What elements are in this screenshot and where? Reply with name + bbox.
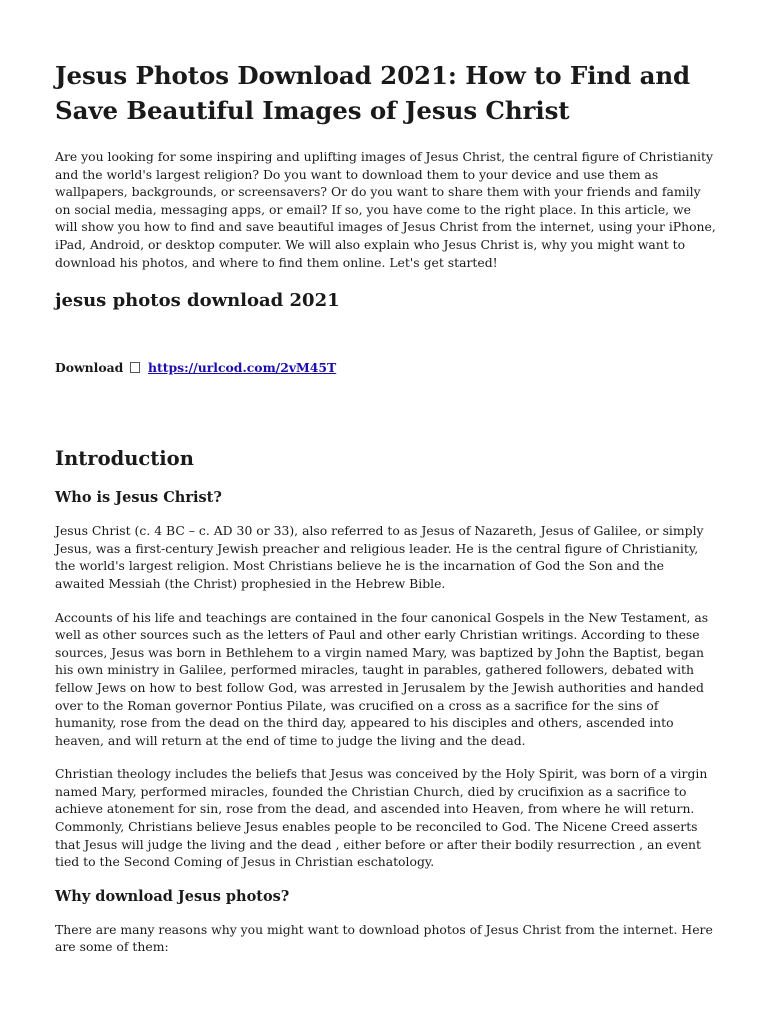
document-page — [55, 58, 717, 972]
why-paragraph: There are many reasons why you might want to download photos of Jesus Christ from the internet. Here are some of them: — [55, 921, 713, 955]
who-paragraph-2: Accounts of his life and teachings are contained in the four canonical Gospels in the New Testament, as well as other sources such as the letters of Paul and other early Christian writings. According to these sources, Jesus was born in Bethlehem to a virgin named Mary, was baptized by John the Baptist, began his own ministry in Galilee, performed miracles, taught in parables, gathered followers, debated with fellow Jews on how to best follow God, was arrested in Jerusalem by the Jewish authorities and handed over to the Roman governor Pontius Pilate, was crucified on a cross as a sacrifice for the sins of humanity, rose from the dead on the third day, appeared to his disciples and others, ascended into heaven, and will return at the end of time to judge the living and the dead. — [55, 609, 709, 748]
who-paragraph-1: Jesus Christ (c. 4 BC – c. AD 30 or 33), also referred to as Jesus of Nazareth, Jesus of Galilee, or simply Jesus, was a first-century Jewish preacher and religious leader. He is the central figure of Christianity, the world's largest religion. Most Christians believe he is the incarnation of God the Son and the awaited Messiah (the Christ) prophesied in the Hebrew Bible. — [55, 523, 704, 591]
download-line — [55, 359, 717, 376]
introduction-heading: Introduction — [55, 447, 194, 471]
download-link[interactable]: https://urlcod.com/2vM45T — [148, 360, 337, 376]
intro-paragraph: Are you looking for some inspiring and uplifting images of Jesus Christ, the central figure of Christianity and the world's largest religion? Do you want to download them to your device and use them as wallpapers, backgrounds, or screensavers? Or do you want to share them with your friends and family on social media, messaging apps, or email? If so, you have come to the right place. In this article, we will show you how to find and save beautiful images of Jesus Christ from the internet, using your iPhone, iPad, Android, or desktop computer. We will also explain who Jesus Christ is, why you might want to download his photos, and where to find them online. Let's get started! — [55, 149, 716, 270]
who-paragraph-3: Christian theology includes the beliefs that Jesus was conceived by the Holy Spirit, was born of a virgin named Mary, performed miracles, founded the Christian Church, died by crucifixion as a sacrifice to achieve atonement for sin, rose from the dead, and ascended into Heaven, from where he will return. Commonly, Christians believe Jesus enables people to be reconciled to God. The Nicene Creed asserts that Jesus will judge the living and the dead , either before or after their bodily resurrection , an event tied to the Second Coming of Jesus in Christian eschatology. — [55, 766, 708, 870]
why-heading: Why download Jesus photos? — [55, 887, 290, 905]
keyword-heading: jesus photos download 2021 — [55, 290, 340, 312]
article-title: Jesus Photos Download 2021: How to Find and Save Beautiful Images of Jesus Christ — [55, 61, 691, 125]
download-label: Download — [55, 360, 124, 376]
missing-glyph-icon — [130, 362, 140, 373]
who-heading: Who is Jesus Christ? — [55, 489, 222, 507]
